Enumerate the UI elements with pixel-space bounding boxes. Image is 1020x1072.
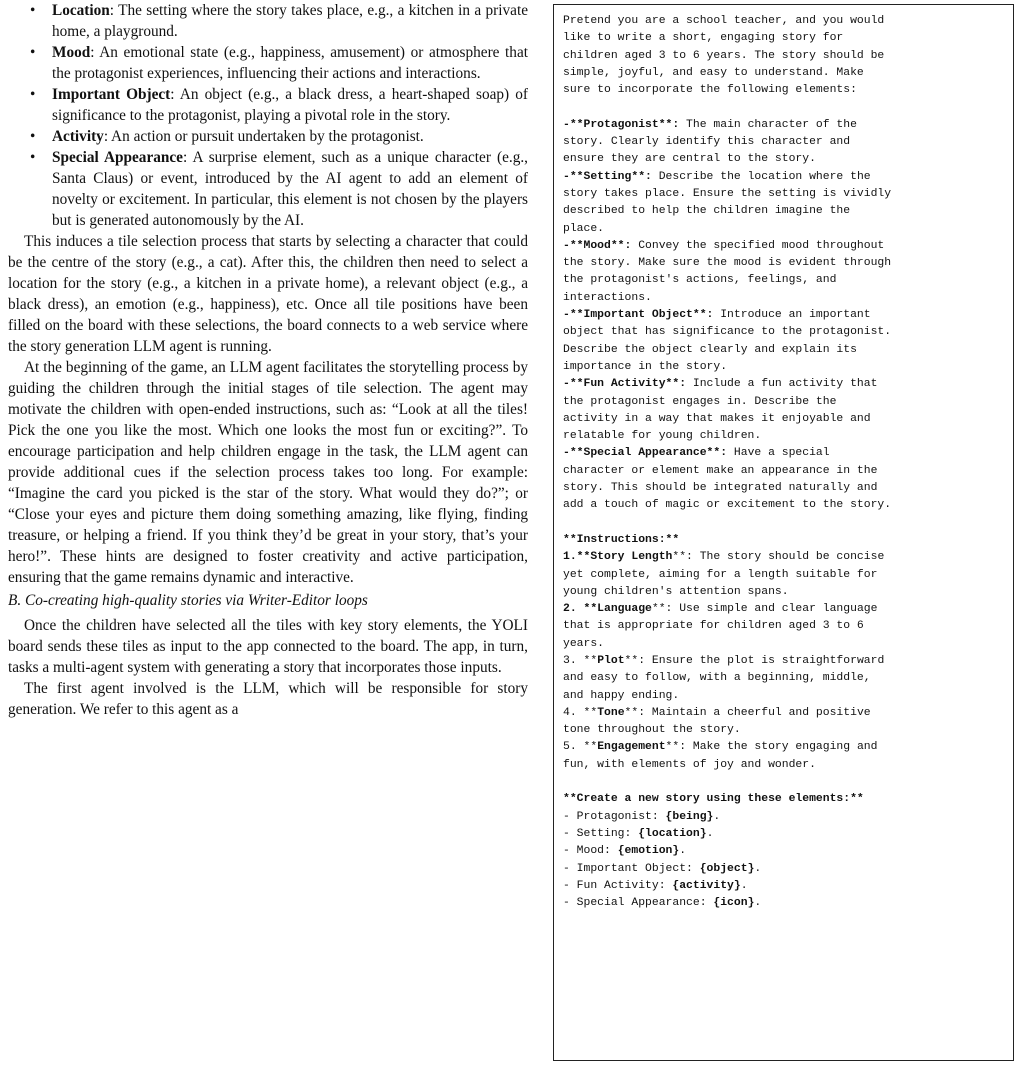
term-description: : An emotional state (e.g., happiness, amusement) or atmosphere that the protagonist experiences, influencing their actions and interactions. xyxy=(52,44,528,82)
prompt-bold-text: 2. **Language xyxy=(563,603,652,616)
prompt-text: . xyxy=(679,845,687,858)
prompt-text: simple, joyful, and easy to understand. Make xyxy=(563,66,864,79)
prompt-line xyxy=(563,272,1007,289)
prompt-bold-text: {activity} xyxy=(672,879,741,892)
prompt-bold-text: **Instructions:** xyxy=(563,533,680,546)
prompt-bold-text: {icon} xyxy=(713,897,755,910)
prompt-line xyxy=(563,290,1007,307)
term-label: Important Object xyxy=(52,86,171,103)
prompt-bold-text: -**Important Object**: xyxy=(563,309,714,322)
prompt-text: the protagonist's actions, feelings, and xyxy=(563,274,837,287)
list-item-special-appearance xyxy=(8,147,528,231)
prompt-text: described to help the children imagine the xyxy=(563,205,851,218)
prompt-text: relatable for young children. xyxy=(563,430,762,443)
prompt-line xyxy=(563,82,1007,99)
prompt-line xyxy=(563,878,1007,895)
prompt-line xyxy=(563,48,1007,65)
bullet-icon: • xyxy=(30,128,36,145)
prompt-text: . xyxy=(713,810,721,823)
body-paragraph: Once the children have selected all the tiles with key story elements, the YOLI board sends these tiles as input to the app connected to the board. The app, in turn, tasks a multi-agent system with generating a story that incorporates those inputs. xyxy=(8,617,528,676)
prompt-text: Pretend you are a school teacher, and you would xyxy=(563,15,885,27)
prompt-text: **: Ensure the plot is straightforward xyxy=(624,654,885,667)
prompt-text: story. Clearly identify this character and xyxy=(563,136,851,149)
prompt-line xyxy=(563,826,1007,843)
prompt-line xyxy=(563,497,1007,514)
prompt-text: . xyxy=(706,827,714,840)
prompt-text: 4. ** xyxy=(563,706,598,719)
prompt-bold-text: -**Mood**: xyxy=(563,239,632,252)
prompt-line xyxy=(563,705,1007,722)
prompt-line xyxy=(563,169,1007,186)
bullet-icon: • xyxy=(30,44,36,61)
prompt-text: **: The story should be concise xyxy=(672,551,885,564)
prompt-text: - Mood: xyxy=(563,845,618,858)
prompt-line xyxy=(563,428,1007,445)
prompt-line xyxy=(563,307,1007,324)
prompt-text: story takes place. Ensure the setting is vividly xyxy=(563,187,892,200)
prompt-bold-text: 1.**Story Length xyxy=(563,551,673,564)
prompt-bold-text: -**Special Appearance**: xyxy=(563,447,728,460)
prompt-text: interactions. xyxy=(563,291,652,304)
prompt-text: Introduce an important xyxy=(713,309,871,322)
body-paragraph: At the beginning of the game, an LLM agent facilitates the storytelling process by guiding the children through the initial stages of tile selection. The agent may motivate the children with open-ended instructions, such as: “Look at all the tiles! Pick the one you like the most. Which one looks the most fun or exciting?”. To encourage participation and help children engage in the task, the LLM agent can provide additional cues if the selection process takes too long. For example: “Imagine the card you picked is the star of the story. What would they do?”; or “Close your eyes and picture them doing something amazing, like flying, finding treasure, or helping a friend. If you think they’d be great in your story, that’s your hero!”. These hints are designed to foster creativity and active participation, ensuring that the game remains dynamic and interactive. xyxy=(8,359,528,586)
paper-left-column xyxy=(8,0,528,720)
prompt-text: Describe the object clearly and explain its xyxy=(563,343,857,356)
prompt-text: The main character of the xyxy=(679,118,857,131)
prompt-line xyxy=(563,809,1007,826)
prompt-text: - Fun Activity: xyxy=(563,879,673,892)
prompt-line xyxy=(563,584,1007,601)
prompt-line xyxy=(563,861,1007,878)
term-description: : An object (e.g., a black dress, a heart-shaped soap) of significance to the protagonist, playing a pivotal role in the story. xyxy=(52,86,528,124)
prompt-text: - Setting: xyxy=(563,827,639,840)
prompt-text: fun, with elements of joy and wonder. xyxy=(563,758,816,771)
prompt-line xyxy=(563,30,1007,47)
term-label: Special Appearance xyxy=(52,149,183,166)
prompt-line xyxy=(563,688,1007,705)
prompt-text: years. xyxy=(563,637,605,650)
prompt-line xyxy=(563,99,1007,116)
prompt-line xyxy=(563,13,1007,30)
list-item-activity xyxy=(8,126,528,147)
prompt-line xyxy=(563,151,1007,168)
prompt-text: 5. ** xyxy=(563,741,598,754)
prompt-template-box xyxy=(553,4,1014,1061)
bullet-icon: • xyxy=(30,86,36,103)
prompt-line xyxy=(563,791,1007,808)
prompt-line xyxy=(563,324,1007,341)
prompt-text: ensure they are central to the story. xyxy=(563,153,816,166)
prompt-bold-text: Tone xyxy=(597,706,625,719)
prompt-line xyxy=(563,601,1007,618)
prompt-text: 3. ** xyxy=(563,654,598,667)
prompt-text: yet complete, aiming for a length suitable for xyxy=(563,568,878,581)
prompt-line xyxy=(563,376,1007,393)
tile-element-list xyxy=(8,0,528,231)
prompt-line xyxy=(563,636,1007,653)
prompt-bold-text: {emotion} xyxy=(617,845,680,858)
prompt-text: young children's attention spans. xyxy=(563,585,789,598)
prompt-text: and easy to follow, with a beginning, middle, xyxy=(563,672,871,685)
body-paragraph: This induces a tile selection process that starts by selecting a character that could be the centre of the story (e.g., a cat). After this, the children then need to select a location for the story (e.g., a kitchen in a private home), a relevant object (e.g., a black dress), an emotion (e.g., happiness), etc. Once all tile positions have been filled on the board with these selections, the board connects to a web service where the story generation LLM agent is running. xyxy=(8,233,528,355)
prompt-line xyxy=(563,411,1007,428)
prompt-line xyxy=(563,238,1007,255)
prompt-text: like to write a short, engaging story for xyxy=(563,32,844,45)
section-heading: B. Co-creating high-quality stories via Writer-Editor loops xyxy=(8,592,368,609)
prompt-text: place. xyxy=(563,222,605,235)
prompt-line xyxy=(563,117,1007,134)
prompt-text: - Important Object: xyxy=(563,862,700,875)
prompt-bold-text: **Create a new story using these elements:** xyxy=(563,793,864,806)
prompt-line xyxy=(563,739,1007,756)
list-item-mood xyxy=(8,42,528,84)
prompt-text: tone throughout the story. xyxy=(563,724,741,737)
prompt-bold-text: {location} xyxy=(638,827,707,840)
prompt-line xyxy=(563,515,1007,532)
term-description: : The setting where the story takes place, e.g., a kitchen in a private home, a playground. xyxy=(52,2,528,40)
prompt-line xyxy=(563,549,1007,566)
prompt-line xyxy=(563,722,1007,739)
prompt-line xyxy=(563,394,1007,411)
prompt-line xyxy=(563,843,1007,860)
prompt-line xyxy=(563,445,1007,462)
prompt-text: . xyxy=(740,879,748,892)
prompt-text: the protagonist engages in. Describe the xyxy=(563,395,837,408)
prompt-text: children aged 3 to 6 years. The story should be xyxy=(563,49,885,62)
prompt-line xyxy=(563,221,1007,238)
prompt-line xyxy=(563,895,1007,912)
bullet-icon: • xyxy=(30,149,36,166)
list-item-important-object xyxy=(8,84,528,126)
prompt-text: activity in a way that makes it enjoyable and xyxy=(563,412,871,425)
prompt-line xyxy=(563,480,1007,497)
prompt-text: add a touch of magic or excitement to the story. xyxy=(563,499,892,512)
prompt-line xyxy=(563,203,1007,220)
prompt-line xyxy=(563,532,1007,549)
prompt-text: **: Make the story engaging and xyxy=(665,741,878,754)
prompt-bold-text: -**Setting**: xyxy=(563,170,652,183)
prompt-bold-text: -**Fun Activity**: xyxy=(563,378,687,391)
prompt-line xyxy=(563,255,1007,272)
prompt-text: and happy ending. xyxy=(563,689,680,702)
prompt-text: **: Use simple and clear language xyxy=(651,603,878,616)
prompt-line xyxy=(563,774,1007,791)
prompt-bold-text: -**Protagonist**: xyxy=(563,118,680,131)
prompt-line xyxy=(563,65,1007,82)
prompt-line xyxy=(563,463,1007,480)
prompt-line xyxy=(563,653,1007,670)
term-description: : An action or pursuit undertaken by the protagonist. xyxy=(103,128,424,145)
prompt-text: . xyxy=(754,862,762,875)
prompt-text: story. This should be integrated naturally and xyxy=(563,482,878,495)
body-paragraph: The first agent involved is the LLM, which will be responsible for story generation. We refer to this agent as a xyxy=(8,680,528,718)
term-description: : A surprise element, such as a unique character (e.g., Santa Claus) or event, introduced by the AI agent to add an element of novelty or excitement. In particular, this element is not chosen by the players but is generated autonomously by the AI. xyxy=(52,149,528,229)
prompt-text: Convey the specified mood throughout xyxy=(631,239,885,252)
list-item-location xyxy=(8,0,528,42)
prompt-line xyxy=(563,670,1007,687)
bullet-icon: • xyxy=(30,2,36,19)
term-label: Activity xyxy=(52,128,104,145)
prompt-text: Have a special xyxy=(727,447,830,460)
prompt-text: the story. Make sure the mood is evident through xyxy=(563,257,892,270)
prompt-line xyxy=(563,567,1007,584)
prompt-bold-text: {object} xyxy=(699,862,755,875)
prompt-text: that is appropriate for children aged 3 to 6 xyxy=(563,620,864,633)
prompt-text: . xyxy=(754,897,762,910)
term-label: Mood xyxy=(52,44,91,61)
prompt-text: character or element make an appearance in the xyxy=(563,464,878,477)
prompt-text: - Protagonist: xyxy=(563,810,666,823)
prompt-text: Describe the location where the xyxy=(651,170,871,183)
prompt-text: **: Maintain a cheerful and positive xyxy=(624,706,871,719)
prompt-bold-text: {being} xyxy=(665,810,714,823)
prompt-text: Include a fun activity that xyxy=(686,378,878,391)
prompt-line xyxy=(563,757,1007,774)
prompt-text: sure to incorporate the following elements: xyxy=(563,84,857,97)
prompt-text: - Special Appearance: xyxy=(563,897,714,910)
prompt-line xyxy=(563,134,1007,151)
prompt-line xyxy=(563,359,1007,376)
prompt-line xyxy=(563,342,1007,359)
term-label: Location xyxy=(52,2,110,19)
prompt-line xyxy=(563,618,1007,635)
prompt-bold-text: Plot xyxy=(597,654,625,667)
prompt-text: importance in the story. xyxy=(563,360,728,373)
prompt-text: object that has significance to the protagonist. xyxy=(563,326,892,339)
prompt-bold-text: Engagement xyxy=(597,741,666,754)
prompt-line xyxy=(563,186,1007,203)
